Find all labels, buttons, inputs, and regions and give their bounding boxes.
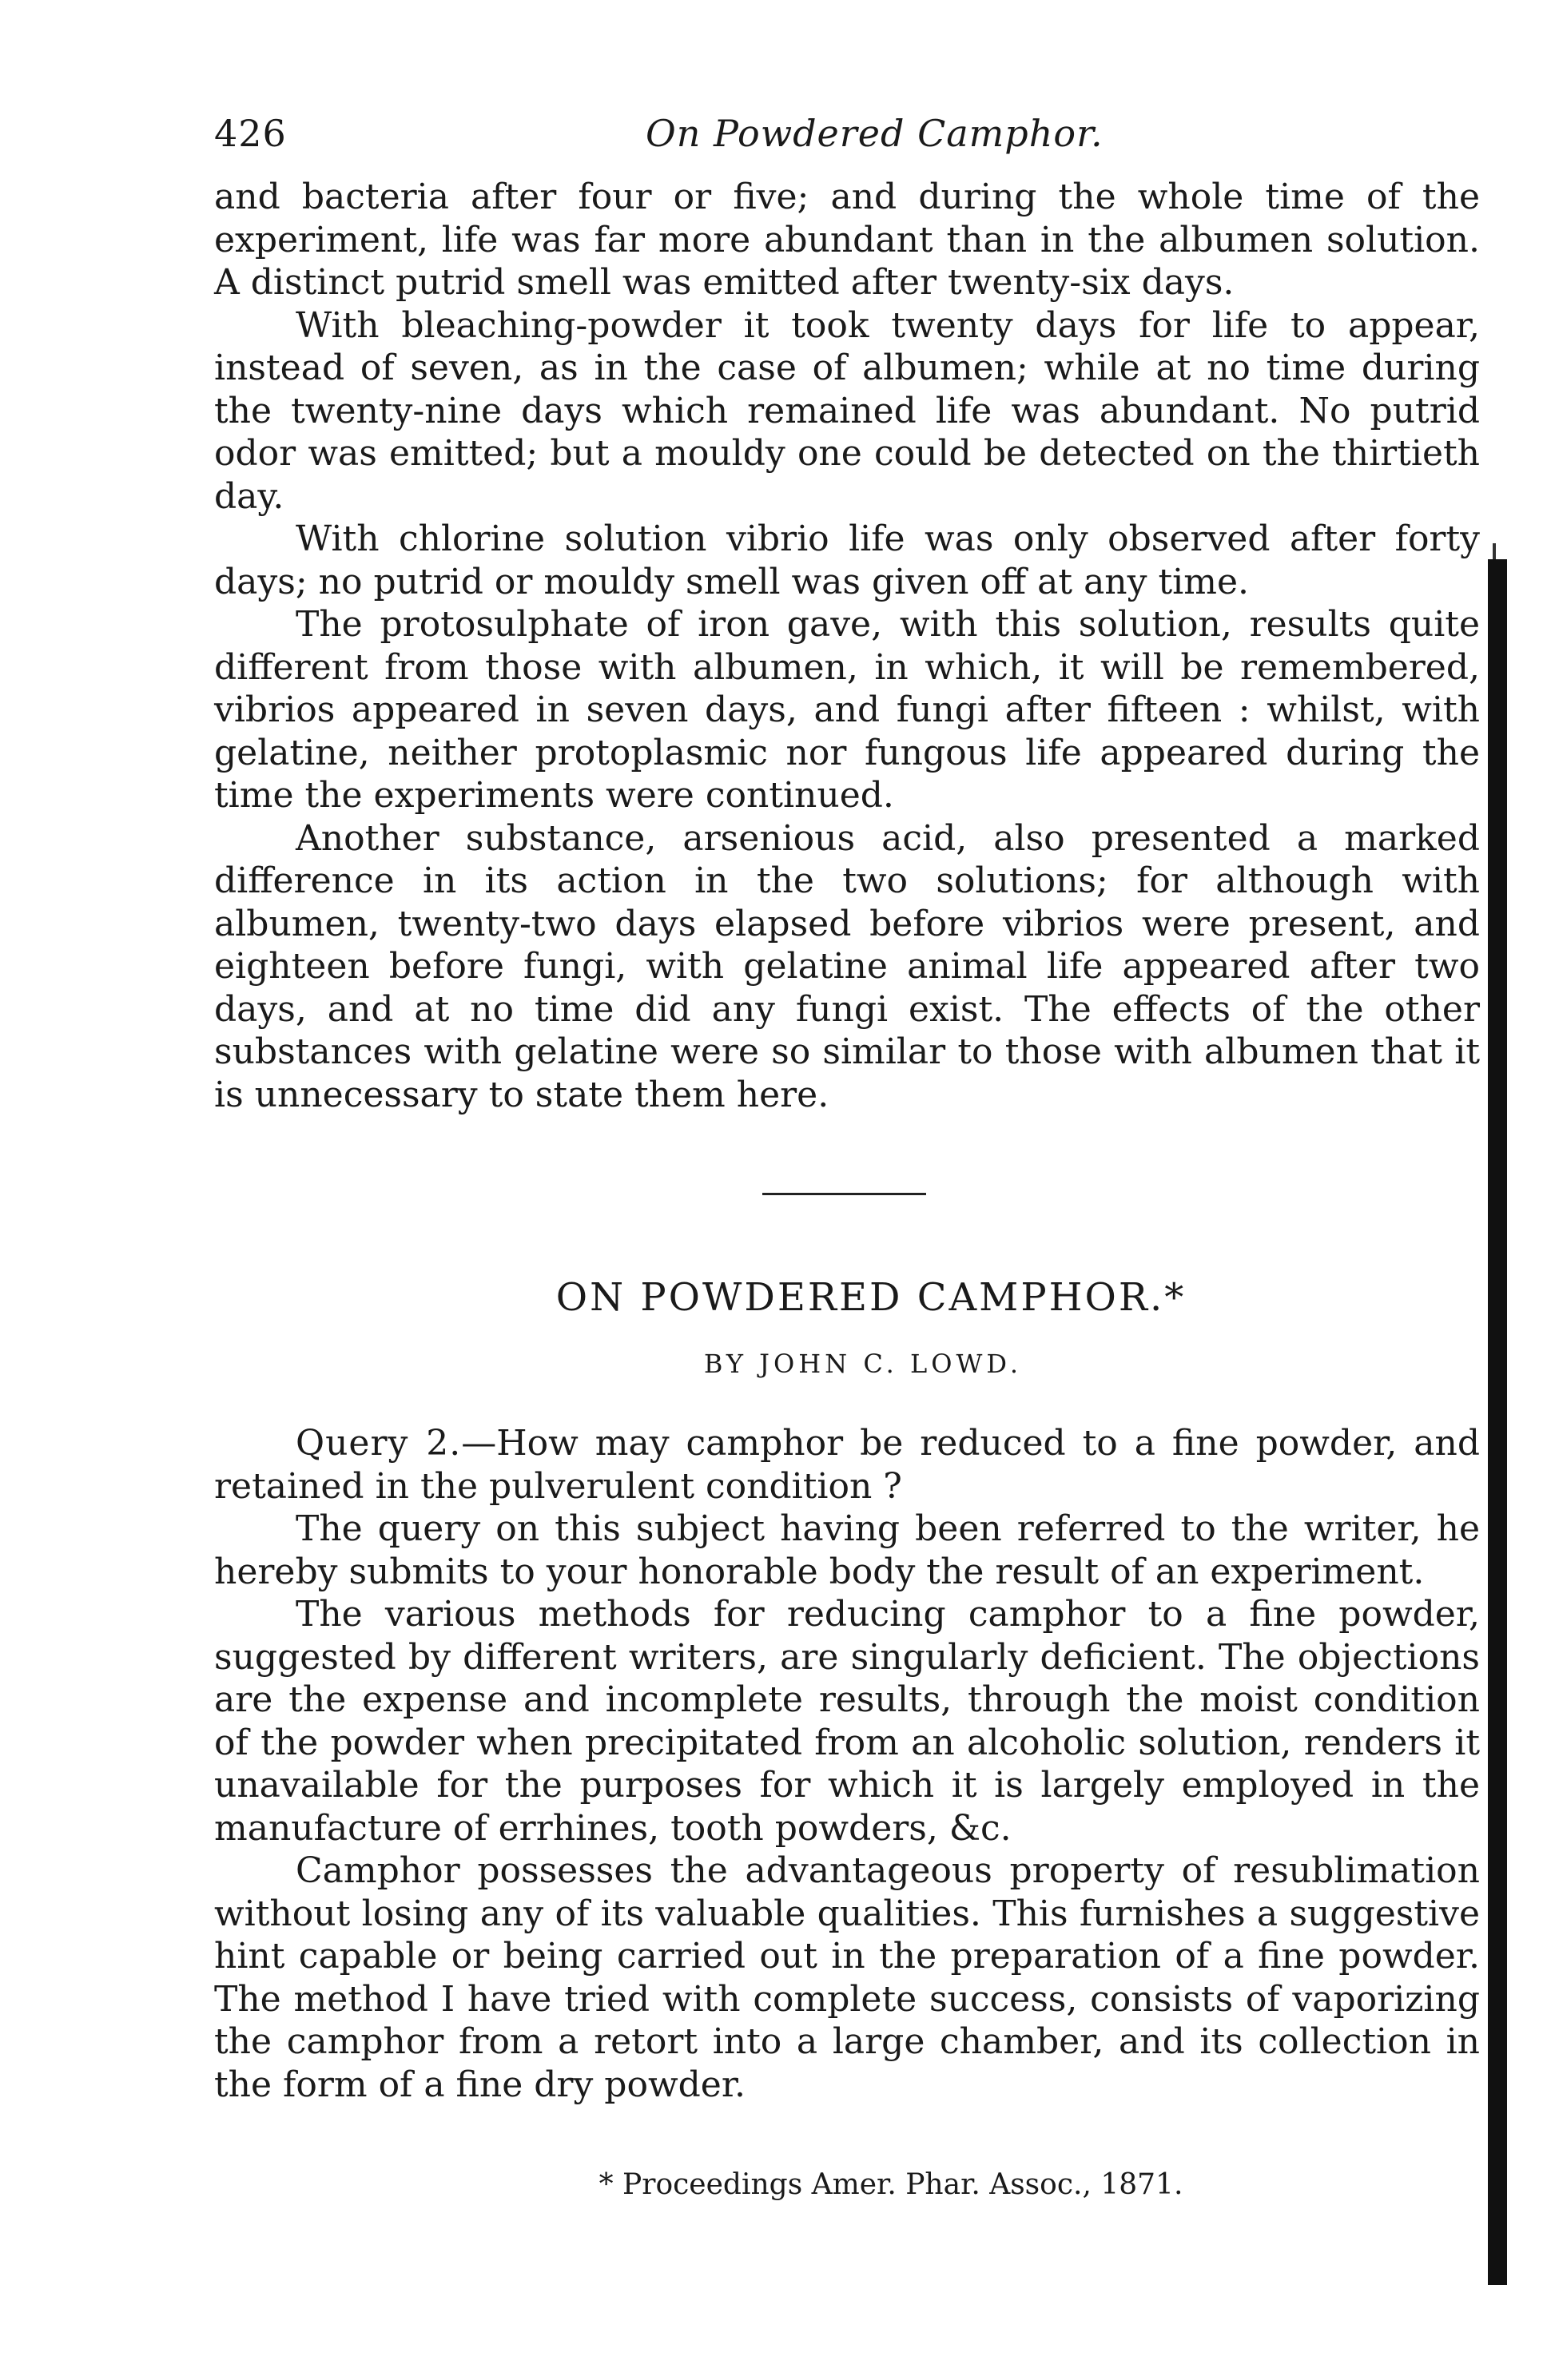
paragraph: The query on this subject having been referred to the writer, he hereby submits to your honorable body the result of an experiment.: [214, 1508, 1480, 1592]
section-divider: [762, 1193, 926, 1195]
page: [214, 112, 1480, 2201]
footnote: * Proceedings Amer. Phar. Assoc., 1871.: [599, 2168, 1183, 2201]
paragraph: With chlorine solution vibrio life was only observed after forty days; no putrid or mouldy smell was given off at any time.: [214, 519, 1480, 602]
page-number: 426: [214, 112, 287, 155]
paragraph: With bleaching-powder it took twenty days for life to appear, instead of seven, as in the case of albumen; while at no time during the twenty-nine days which remained life was abundant. No putrid odor was emitted; but a mouldy one could be detected on the thirtieth day.: [214, 304, 1480, 517]
query-label: Query 2.: [296, 1423, 462, 1464]
paragraph: The protosulphate of iron gave, with this solution, results quite different from those with albumen, in which, it will be remembered, vibrios appeared in seven days, and fungi after fifteen : whilst, with gelatine, neither protoplasmic nor fungous life appeared during the time the experiments were continued.: [214, 604, 1480, 816]
paragraph: The various methods for reducing camphor to a fine powder, suggested by different writers, are singularly deficient. The objections are the expense and incomplete results, through the moist condition of the powder when precipitated from an alcoholic solution, renders it unavailable for the purposes for which it is largely employed in the manufacture of errhines, tooth powders, &c.: [214, 1594, 1480, 1849]
article-body: [214, 1422, 1480, 2106]
paragraph: Camphor possesses the advantageous property of resublimation without losing any of its valuable qualities. This furnishes a suggestive hint capable or being carried out in the preparation of a fine powder. The method I have tried with complete success, consists of vaporizing the camphor from a retort into a large chamber, and its collection in the form of a fine dry powder.: [214, 1850, 1480, 2105]
paragraph: and bacteria after four or five; and during the whole time of the experiment, life was far more abundant than in the albumen solution. A distinct putrid smell was emitted after twenty-six days.: [214, 177, 1480, 303]
article-title: ON POWDERED CAMPHOR.*: [555, 1275, 1187, 1320]
article-byline: BY JOHN C. LOWD.: [703, 1349, 1023, 1379]
page-edge-shadow: [1488, 559, 1507, 2285]
page-header: [214, 112, 1480, 176]
running-title: On Powdered Camphor.: [646, 112, 1104, 155]
paragraph: Another substance, arsenious acid, also presented a marked difference in its action in the two solutions; for although with albumen, twenty-two days elapsed before vibrios were present, and eighteen before fungi, with gelatine animal life appeared after two days, and at no time did any fungi exist. The effects of the other substances with gelatine were so similar to those with albumen that it is unnecessary to state them here.: [214, 817, 1480, 1115]
query-paragraph: [214, 1422, 1480, 1508]
continued-text: [214, 176, 1480, 1116]
query-text: —How may camphor be reduced to a fine powder, and retained in the pulverulent condition ?: [214, 1423, 1480, 1507]
